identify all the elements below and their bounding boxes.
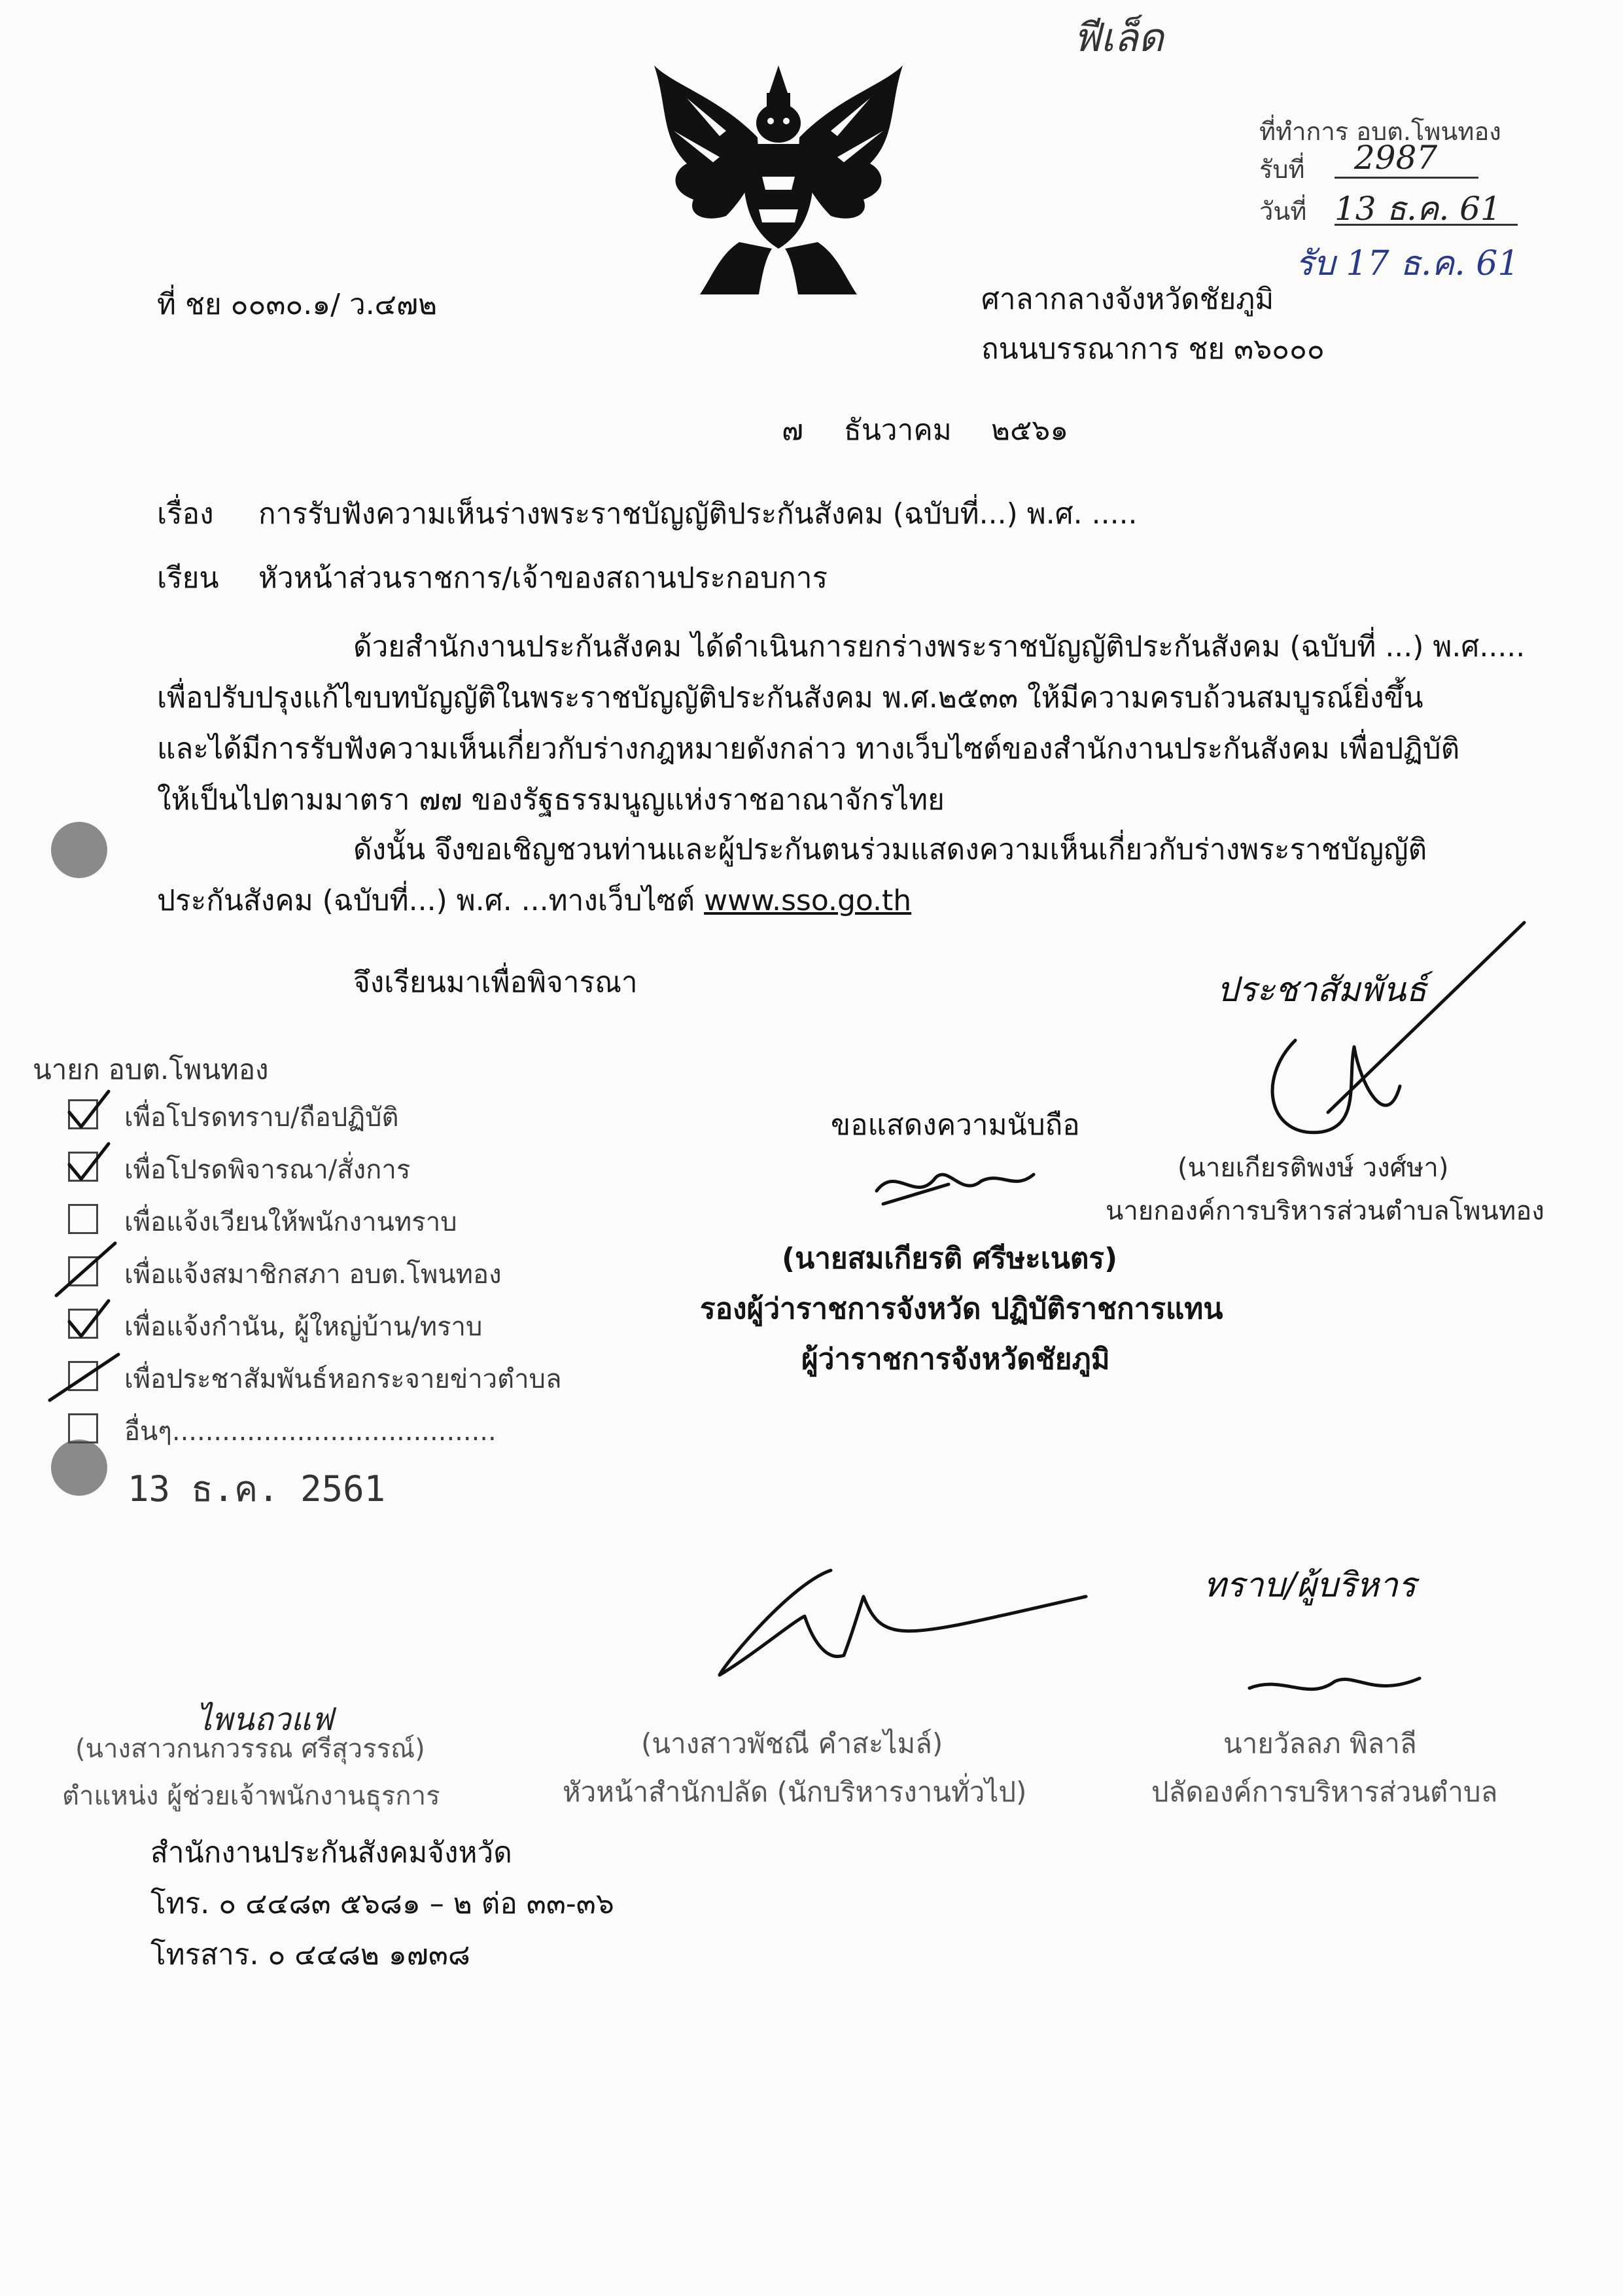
receipt-number: 2987 [1354, 139, 1438, 177]
date-stamp: 13 ธ.ค. 2561 [128, 1468, 386, 1510]
date-month: ธันวาคม [844, 414, 952, 447]
footer-office: สำนักงานประกันสังคมจังหวัด [150, 1836, 512, 1869]
paragraph-1-line: ให้เป็นไปตามมาตรา ๗๗ ของรัฐธรรมนูญแห่งราชอาณาจักรไทย [157, 783, 945, 817]
body-paragraph-2 [157, 824, 1427, 927]
clerk-name: (นางสาวกนกวรรณ ศรีสุวรรณ์) [75, 1734, 425, 1764]
recipient: หัวหน้าส่วนราชการ/เจ้าของสถานประกอบการ [258, 561, 828, 595]
body-paragraph-1 [157, 622, 1525, 826]
receipt-divider-2 [1335, 224, 1518, 226]
sender-address-line-2: ถนนบรรณาการ ชย ๓๖๐๐๐ [981, 332, 1325, 366]
punch-hole [51, 822, 107, 878]
signer-position-line-1: รองผู้ว่าราชการจังหวัด ปฏิบัติราชการแทน [700, 1292, 1223, 1326]
paragraph-2-prefix: ประกันสังคม (ฉบับที่...) พ.ศ. ...ทางเว็บไซต์ [157, 884, 705, 917]
head-name: (นางสาวพัชณี คำสะไมล์) [641, 1727, 943, 1759]
receipt-date-label: วันที่ [1259, 197, 1307, 226]
chief-signature [1230, 916, 1531, 1152]
routing-option-label: เพื่อประชาสัมพันธ์หอกระจายข่าวตำบล [124, 1364, 562, 1394]
routing-header: นายก อบต.โพนทอง [33, 1053, 269, 1086]
footer-phone: โทร. ๐ ๔๔๘๓ ๕๖๘๑ – ๒ ต่อ ๓๓-๓๖ [150, 1887, 614, 1920]
checkmarks-icon [63, 1086, 141, 1426]
clerk-position: ตำแหน่ง ผู้ช่วยเจ้าพนักงานธุรการ [62, 1781, 440, 1811]
head-signature [713, 1557, 1092, 1688]
closing-text: จึงเรียนมาเพื่อพิจารณา [353, 966, 638, 999]
date-year: ๒๕๖๑ [991, 414, 1069, 447]
receipt-date: 13 ธ.ค. 61 [1335, 190, 1501, 228]
chief-handwritten-note: ประชาสัมพันธ์ [1217, 970, 1427, 1010]
head-position: หัวหน้าสำนักปลัด (นักบริหารงานทั่วไป) [563, 1776, 1027, 1808]
clerk-handwritten-note: ไพนถวแฟ [196, 1701, 334, 1738]
receipt-office: ที่ทำการ อบต.โพนทอง [1259, 117, 1501, 146]
receipt-handwritten-note: รับ 17 ธ.ค. 61 [1295, 244, 1520, 283]
recipient-label: เรียน [157, 561, 219, 595]
routing-option-label: เพื่อโปรดทราบ/ถือปฏิบัติ [124, 1103, 399, 1133]
punch-hole [51, 1439, 107, 1496]
routing-option-label: เพื่อแจ้งกำนัน, ผู้ใหญ่บ้าน/ทราบ [124, 1312, 483, 1342]
routing-option-label: เพื่อแจ้งเวียนให้พนักงานทราบ [124, 1207, 457, 1237]
paragraph-1-line: เพื่อปรับปรุงแก้ไขบทบัญญัติในพระราชบัญญัติประกันสังคม พ.ศ.๒๕๓๓ ให้มีความครบถ้วนสมบูรณ์ยิ่งขึ้น [157, 681, 1423, 715]
subject-label: เรื่อง [157, 497, 214, 531]
receipt-divider [1335, 177, 1478, 179]
chief-name: (นายเกียรติพงษ์ วงศ์ษา) [1178, 1153, 1449, 1183]
sender-address-line-1: ศาลากลางจังหวัดชัยภูมิ [981, 283, 1274, 316]
date-day: ๗ [782, 414, 804, 447]
routing-option-label: เพื่อโปรดพิจารณา/สั่งการ [124, 1155, 411, 1185]
signer-name: (นายสมเกียรติ ศรีษะเนตร) [782, 1242, 1118, 1275]
palad-position: ปลัดองค์การบริหารส่วนตำบล [1151, 1776, 1498, 1808]
handwritten-note: ฟีเล็ด [1073, 15, 1164, 61]
paragraph-2-line: ดังนั้น จึงขอเชิญชวนท่านและผู้ประกันตนร่วมแสดงความเห็นเกี่ยวกับร่างพระราชบัญญัติ [353, 833, 1427, 866]
governor-signature [870, 1152, 1040, 1210]
palad-signature [1243, 1662, 1426, 1708]
garuda-emblem-icon [648, 59, 909, 308]
respect-text: ขอแสดงความนับถือ [831, 1108, 1080, 1142]
paragraph-1-line: ด้วยสำนักงานประกันสังคม ได้ดำเนินการยกร่างพระราชบัญญัติประกันสังคม (ฉบับที่ ...) พ.ศ..... [353, 630, 1526, 663]
chief-position: นายกองค์การบริหารส่วนตำบลโพนทอง [1106, 1196, 1544, 1226]
website-link[interactable]: www.sso.go.th [704, 884, 912, 917]
subject: การรับฟังความเห็นร่างพระราชบัญญัติประกันสังคม (ฉบับที่...) พ.ศ. ..... [258, 497, 1138, 531]
footer-fax: โทรสาร. ๐ ๔๔๘๒ ๑๗๓๘ [150, 1938, 470, 1971]
paragraph-1-line: และได้มีการรับฟังความเห็นเกี่ยวกับร่างกฎหมายดังกล่าว ทางเว็บไซต์ของสำนักงานประกันสังคม เพื่อปฏิบัติ [157, 732, 1460, 766]
palad-handwritten-note: ทราบ/ผู้บริหาร [1204, 1566, 1416, 1605]
reference-number: ที่ ชย ๐๐๓๐.๑/ ว.๔๗๒ [157, 288, 438, 321]
routing-option-label: อื่นๆ....................................... [124, 1417, 497, 1447]
routing-option-label: เพื่อแจ้งสมาชิกสภา อบต.โพนทอง [124, 1260, 502, 1290]
signer-position-line-2: ผู้ว่าราชการจังหวัดชัยภูมิ [801, 1343, 1110, 1376]
receipt-number-label: รับที่ [1259, 155, 1305, 184]
palad-name: นายวัลลภ พิลาลี [1223, 1727, 1417, 1759]
